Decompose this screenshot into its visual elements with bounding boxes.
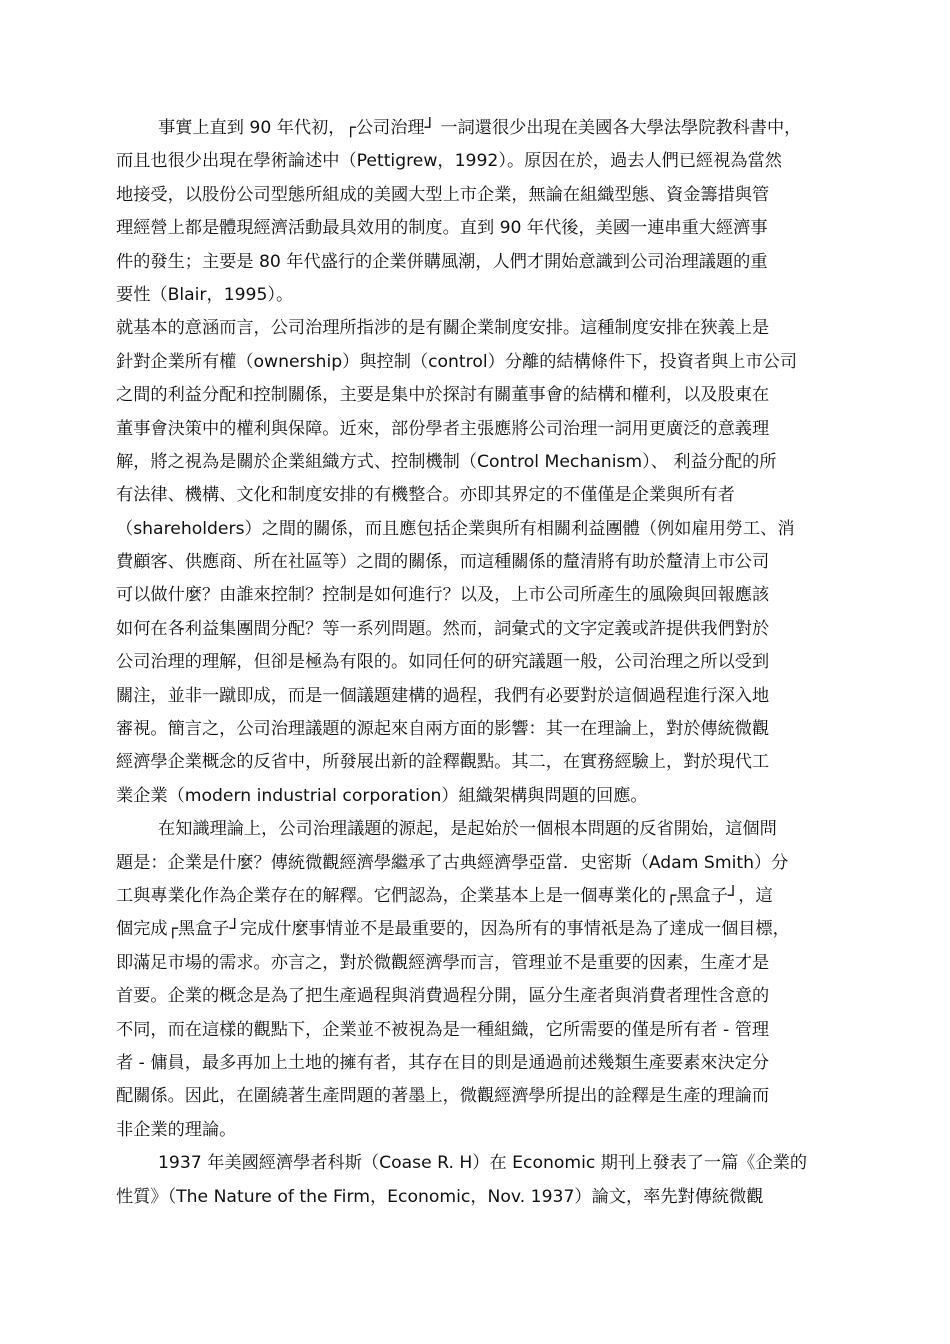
text-line: 者 - 傭員，最多再加上土地的擁有者，其存在目的則是通過前述幾類生產要素來決定分 xyxy=(116,1052,770,1073)
text-line: 事實上直到 90 年代初，┌公司治理┘ 一詞還很少出現在美國各大學法學院教科書中， xyxy=(158,118,802,138)
text-line: 費顧客、供應商、所在社區等）之間的關係，而這種關係的釐清將有助於釐清上市公司 xyxy=(116,552,770,573)
text-line: 在知識理論上，公司治理議題的源起，是起始於一個根本問題的反省開始，這個問 xyxy=(158,819,777,840)
text-line: 理經營上都是體現經濟活動最具效用的制度。直到 90 年代後，美國一連串重大經濟事 xyxy=(116,218,768,239)
text-line: 性質》（The Nature of the Firm，Economic，Nov. 1937）論文，率先對傳統微觀 xyxy=(116,1186,764,1207)
text-line: 公司治理的理解，但卻是極為有限的。如同任何的研究議題一般，公司治理之所以受到 xyxy=(116,652,770,673)
text-line: 業企業（modern industrial corporation）組織架構與問題的回應。 xyxy=(116,785,648,806)
paragraph xyxy=(116,312,876,813)
paragraph xyxy=(116,112,876,312)
text-line: 即滿足市場的需求。亦言之，對於微觀經濟學而言，管理並不是重要的因素，生產才是 xyxy=(116,952,770,973)
paragraph xyxy=(116,813,876,1147)
text-line: 非企業的理論。 xyxy=(116,1119,237,1140)
text-line: 如何在各利益集團間分配？等一系列問題。然而，詞彙式的文字定義或許提供我們對於 xyxy=(116,618,770,639)
document-body xyxy=(116,112,876,1214)
text-line: 董事會決策中的權利與保障。近來，部份學者主張應將公司治理一詞用更廣泛的意義理 xyxy=(116,418,770,439)
text-line: 配關係。因此，在圍繞著生產問題的著墨上，微觀經濟學所提出的詮釋是生產的理論而 xyxy=(116,1086,770,1107)
text-line: 針對企業所有權（ownership）與控制（control）分離的結構條件下，投資者與上市公司 xyxy=(116,351,798,372)
text-line: 就基本的意涵而言，公司治理所指涉的是有關企業制度安排。這種制度安排在狹義上是 xyxy=(116,318,770,339)
paragraph xyxy=(116,1147,876,1214)
text-line: 要性（Blair，1995）。 xyxy=(116,284,294,305)
text-line: 關注，並非一蹴即成，而是一個議題建構的過程，我們有必要對於這個過程進行深入地 xyxy=(116,685,770,706)
text-line: 有法律、機構、文化和制度安排的有機整合。亦即其界定的不僅僅是企業與所有者 xyxy=(116,485,735,506)
text-line: 不同，而在這樣的觀點下，企業並不被視為是一種組織，它所需要的僅是所有者 - 管理 xyxy=(116,1019,770,1040)
text-line: 解，將之視為是關於企業組織方式、控制機制（Control Mechanism）、 利益分配的所 xyxy=(116,451,777,472)
text-line: 地接受，以股份公司型態所組成的美國大型上市企業，無論在組織型態、資金籌措與管 xyxy=(116,184,770,205)
text-line: 工與專業化作為企業存在的解釋。它們認為，企業基本上是一個專業化的┌黑盒子┘，這 xyxy=(116,885,773,906)
text-line: 件的發生；主要是 80 年代盛行的企業併購風潮，人們才開始意識到公司治理議題的重 xyxy=(116,251,768,272)
text-line: 題是：企業是什麼？傳統微觀經濟學繼承了古典經濟學亞當．史密斯（Adam Smith）分 xyxy=(116,852,789,873)
text-line: 之間的利益分配和控制關係，主要是集中於探討有關董事會的結構和權利，以及股東在 xyxy=(116,385,770,406)
text-line: 個完成┌黑盒子┘完成什麼事情並不是最重要的，因為所有的事情祇是為了達成一個目標， xyxy=(116,919,790,940)
text-line: （shareholders）之間的關係，而且應包括企業與所有相關利益團體（例如雇用勞工、消 xyxy=(116,518,795,539)
text-line: 而且也很少出現在學術論述中（Pettigrew，1992）。原因在於，過去人們已經視為當然 xyxy=(116,151,782,172)
text-line: 首要。企業的概念是為了把生產過程與消費過程分開，區分生產者與消費者理性含意的 xyxy=(116,986,770,1007)
text-line: 1937 年美國經濟學者科斯（Coase R. H）在 Economic 期刊上發表了一篇《企業的 xyxy=(158,1153,808,1174)
text-line: 審視。簡言之，公司治理議題的源起來自兩方面的影響：其一在理論上，對於傳統微觀 xyxy=(116,719,770,740)
text-line: 經濟學企業概念的反省中，所發展出新的詮釋觀點。其二，在實務經驗上，對於現代工 xyxy=(116,752,770,773)
text-line: 可以做什麼？由誰來控制？控制是如何進行？以及，上市公司所產生的風險與回報應該 xyxy=(116,585,770,606)
